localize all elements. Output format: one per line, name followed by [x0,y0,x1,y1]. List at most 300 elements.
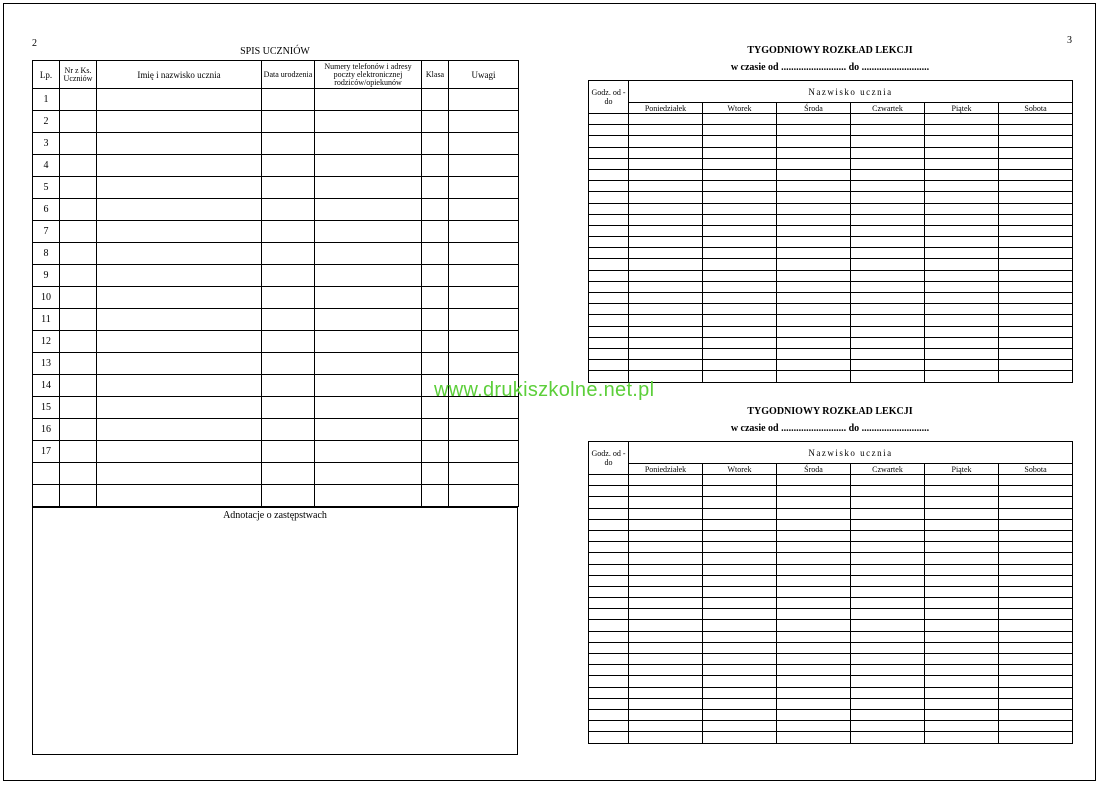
schedule-cell[interactable] [629,360,703,371]
schedule-cell[interactable] [851,281,925,292]
schedule-cell[interactable] [629,598,703,609]
schedule-cell[interactable] [703,181,777,192]
schedule-cell[interactable] [777,169,851,180]
schedule-cell[interactable] [999,497,1073,508]
student-cell[interactable] [422,353,449,375]
student-cell[interactable] [422,309,449,331]
schedule-time-cell[interactable] [589,609,629,620]
schedule-cell[interactable] [925,665,999,676]
student-cell[interactable] [97,441,262,463]
schedule-cell[interactable] [629,475,703,486]
schedule-cell[interactable] [999,631,1073,642]
student-cell[interactable] [449,89,519,111]
schedule-cell[interactable] [629,586,703,597]
schedule-cell[interactable] [925,654,999,665]
schedule-time-cell[interactable] [589,709,629,720]
student-cell[interactable] [422,155,449,177]
schedule-cell[interactable] [703,360,777,371]
schedule-cell[interactable] [851,371,925,382]
schedule-cell[interactable] [703,348,777,359]
schedule-cell[interactable] [629,237,703,248]
schedule-cell[interactable] [851,125,925,136]
student-cell[interactable] [315,397,422,419]
schedule-time-cell[interactable] [589,497,629,508]
schedule-cell[interactable] [703,259,777,270]
schedule-cell[interactable] [703,553,777,564]
student-cell[interactable] [315,133,422,155]
schedule-cell[interactable] [925,598,999,609]
schedule-cell[interactable] [777,147,851,158]
student-cell[interactable] [262,155,315,177]
schedule-cell[interactable] [851,270,925,281]
schedule-cell[interactable] [777,687,851,698]
schedule-cell[interactable] [629,698,703,709]
schedule-cell[interactable] [851,259,925,270]
schedule-cell[interactable] [851,147,925,158]
schedule-cell[interactable] [851,214,925,225]
schedule-cell[interactable] [777,371,851,382]
schedule-cell[interactable] [851,304,925,315]
student-cell[interactable] [449,309,519,331]
schedule-cell[interactable] [629,732,703,743]
schedule-time-cell[interactable] [589,181,629,192]
schedule-cell[interactable] [999,530,1073,541]
schedule-cell[interactable] [703,225,777,236]
schedule-cell[interactable] [851,654,925,665]
schedule-cell[interactable] [629,676,703,687]
schedule-cell[interactable] [629,642,703,653]
schedule-cell[interactable] [629,337,703,348]
schedule-cell[interactable] [629,721,703,732]
student-cell[interactable] [97,265,262,287]
schedule-cell[interactable] [999,337,1073,348]
schedule-cell[interactable] [777,293,851,304]
student-cell[interactable] [60,133,97,155]
schedule-cell[interactable] [925,158,999,169]
schedule-cell[interactable] [851,326,925,337]
schedule-cell[interactable] [999,586,1073,597]
schedule-cell[interactable] [999,665,1073,676]
student-cell[interactable] [449,133,519,155]
schedule-time-cell[interactable] [589,114,629,125]
schedule-cell[interactable] [999,542,1073,553]
schedule-cell[interactable] [999,553,1073,564]
schedule-cell[interactable] [703,698,777,709]
schedule-cell[interactable] [703,248,777,259]
schedule-cell[interactable] [629,553,703,564]
schedule-cell[interactable] [629,181,703,192]
schedule-cell[interactable] [999,709,1073,720]
schedule-cell[interactable] [629,542,703,553]
student-cell[interactable] [449,419,519,441]
student-cell[interactable] [97,419,262,441]
schedule-time-cell[interactable] [589,553,629,564]
schedule-cell[interactable] [703,586,777,597]
student-cell[interactable] [315,89,422,111]
student-cell[interactable] [262,287,315,309]
schedule-cell[interactable] [629,654,703,665]
student-cell[interactable] [262,353,315,375]
schedule-cell[interactable] [777,609,851,620]
student-cell[interactable] [315,111,422,133]
student-cell[interactable] [315,243,422,265]
schedule-cell[interactable] [777,225,851,236]
schedule-cell[interactable] [851,530,925,541]
schedule-cell[interactable] [629,709,703,720]
schedule-cell[interactable] [703,486,777,497]
student-cell[interactable] [60,485,97,507]
student-cell[interactable] [262,397,315,419]
schedule-cell[interactable] [777,203,851,214]
student-cell[interactable] [97,397,262,419]
schedule-cell[interactable] [851,315,925,326]
schedule-cell[interactable] [851,158,925,169]
schedule-cell[interactable] [851,136,925,147]
schedule-cell[interactable] [925,475,999,486]
student-cell[interactable] [262,199,315,221]
schedule-cell[interactable] [999,225,1073,236]
schedule-cell[interactable] [851,586,925,597]
student-cell[interactable] [262,419,315,441]
schedule-cell[interactable] [703,687,777,698]
schedule-cell[interactable] [777,114,851,125]
student-cell[interactable] [449,287,519,309]
student-cell[interactable] [449,463,519,485]
schedule-cell[interactable] [999,508,1073,519]
schedule-cell[interactable] [851,475,925,486]
schedule-cell[interactable] [703,519,777,530]
student-cell[interactable] [262,89,315,111]
schedule-cell[interactable] [777,676,851,687]
schedule-cell[interactable] [925,281,999,292]
student-cell[interactable] [60,243,97,265]
schedule-cell[interactable] [629,169,703,180]
schedule-cell[interactable] [777,620,851,631]
student-cell[interactable] [262,177,315,199]
schedule-cell[interactable] [703,530,777,541]
schedule-cell[interactable] [703,654,777,665]
schedule-time-cell[interactable] [589,631,629,642]
schedule-cell[interactable] [851,598,925,609]
schedule-cell[interactable] [629,214,703,225]
schedule-cell[interactable] [777,158,851,169]
schedule-cell[interactable] [703,665,777,676]
schedule-cell[interactable] [703,192,777,203]
student-cell[interactable] [97,309,262,331]
student-cell[interactable] [97,353,262,375]
student-cell[interactable] [262,309,315,331]
schedule-cell[interactable] [777,575,851,586]
schedule-cell[interactable] [925,203,999,214]
student-cell[interactable] [315,419,422,441]
schedule-cell[interactable] [999,687,1073,698]
schedule-cell[interactable] [925,181,999,192]
schedule-cell[interactable] [703,508,777,519]
student-cell[interactable] [422,485,449,507]
schedule-cell[interactable] [629,530,703,541]
schedule-time-cell[interactable] [589,169,629,180]
schedule-cell[interactable] [777,475,851,486]
schedule-time-cell[interactable] [589,203,629,214]
schedule-cell[interactable] [629,665,703,676]
student-cell[interactable] [262,463,315,485]
student-cell[interactable] [262,243,315,265]
schedule-cell[interactable] [999,642,1073,653]
schedule-cell[interactable] [999,360,1073,371]
schedule-cell[interactable] [999,136,1073,147]
student-cell[interactable] [97,133,262,155]
schedule-cell[interactable] [851,676,925,687]
student-cell[interactable] [262,441,315,463]
schedule-cell[interactable] [999,348,1073,359]
student-cell[interactable] [422,199,449,221]
student-cell[interactable] [60,111,97,133]
schedule-cell[interactable] [999,732,1073,743]
schedule-cell[interactable] [999,158,1073,169]
student-cell[interactable] [97,463,262,485]
schedule-cell[interactable] [925,326,999,337]
schedule-time-cell[interactable] [589,665,629,676]
student-cell[interactable] [60,441,97,463]
student-cell[interactable] [449,485,519,507]
schedule-time-cell[interactable] [589,248,629,259]
schedule-cell[interactable] [777,654,851,665]
schedule-cell[interactable] [999,147,1073,158]
schedule-time-cell[interactable] [589,687,629,698]
schedule-cell[interactable] [777,732,851,743]
schedule-time-cell[interactable] [589,360,629,371]
student-cell[interactable] [315,353,422,375]
schedule-cell[interactable] [703,676,777,687]
schedule-time-cell[interactable] [589,486,629,497]
schedule-cell[interactable] [629,147,703,158]
schedule-cell[interactable] [851,553,925,564]
schedule-time-cell[interactable] [589,158,629,169]
schedule-cell[interactable] [703,475,777,486]
student-cell[interactable] [97,89,262,111]
schedule-cell[interactable] [703,371,777,382]
schedule-time-cell[interactable] [589,698,629,709]
student-cell[interactable] [449,199,519,221]
schedule-cell[interactable] [629,687,703,698]
schedule-time-cell[interactable] [589,147,629,158]
student-cell[interactable] [97,485,262,507]
student-cell[interactable] [60,265,97,287]
schedule-cell[interactable] [925,237,999,248]
schedule-cell[interactable] [925,732,999,743]
notes-box[interactable] [32,507,518,755]
schedule-cell[interactable] [703,114,777,125]
schedule-cell[interactable] [851,698,925,709]
student-cell[interactable] [262,265,315,287]
schedule-cell[interactable] [999,181,1073,192]
schedule-cell[interactable] [777,519,851,530]
schedule-time-cell[interactable] [589,192,629,203]
schedule-cell[interactable] [925,270,999,281]
schedule-cell[interactable] [851,620,925,631]
schedule-cell[interactable] [703,497,777,508]
schedule-cell[interactable] [777,553,851,564]
schedule-cell[interactable] [851,337,925,348]
schedule-time-cell[interactable] [589,337,629,348]
schedule-cell[interactable] [999,721,1073,732]
schedule-time-cell[interactable] [589,586,629,597]
schedule-cell[interactable] [925,721,999,732]
schedule-time-cell[interactable] [589,225,629,236]
student-cell[interactable] [315,155,422,177]
schedule-cell[interactable] [851,114,925,125]
schedule-cell[interactable] [925,642,999,653]
schedule-cell[interactable] [925,709,999,720]
schedule-cell[interactable] [777,542,851,553]
student-cell[interactable] [422,419,449,441]
schedule-cell[interactable] [851,293,925,304]
student-cell[interactable] [315,265,422,287]
student-cell[interactable] [97,331,262,353]
schedule-cell[interactable] [629,125,703,136]
schedule-cell[interactable] [925,147,999,158]
schedule-cell[interactable] [999,475,1073,486]
schedule-cell[interactable] [925,371,999,382]
schedule-cell[interactable] [777,348,851,359]
schedule-cell[interactable] [703,281,777,292]
schedule-cell[interactable] [851,360,925,371]
schedule-cell[interactable] [777,315,851,326]
schedule-cell[interactable] [999,371,1073,382]
student-cell[interactable] [60,353,97,375]
student-cell[interactable] [315,441,422,463]
schedule-cell[interactable] [629,315,703,326]
schedule-cell[interactable] [999,519,1073,530]
student-cell[interactable] [97,177,262,199]
student-cell[interactable] [97,111,262,133]
schedule-time-cell[interactable] [589,281,629,292]
schedule-time-cell[interactable] [589,293,629,304]
schedule-cell[interactable] [777,665,851,676]
schedule-cell[interactable] [777,270,851,281]
schedule-cell[interactable] [925,114,999,125]
schedule-time-cell[interactable] [589,732,629,743]
schedule-cell[interactable] [925,259,999,270]
schedule-cell[interactable] [629,270,703,281]
schedule-time-cell[interactable] [589,721,629,732]
schedule-time-cell[interactable] [589,304,629,315]
schedule-cell[interactable] [629,281,703,292]
schedule-cell[interactable] [925,542,999,553]
student-cell[interactable] [97,375,262,397]
student-cell[interactable] [422,441,449,463]
student-cell[interactable] [449,243,519,265]
student-cell[interactable] [60,287,97,309]
schedule-cell[interactable] [999,192,1073,203]
schedule-cell[interactable] [851,609,925,620]
schedule-cell[interactable] [999,169,1073,180]
schedule-cell[interactable] [703,620,777,631]
schedule-cell[interactable] [925,337,999,348]
schedule-cell[interactable] [777,709,851,720]
student-cell[interactable] [422,89,449,111]
schedule-cell[interactable] [777,698,851,709]
schedule-time-cell[interactable] [589,530,629,541]
schedule-cell[interactable] [851,709,925,720]
schedule-cell[interactable] [777,136,851,147]
student-cell[interactable] [315,331,422,353]
schedule-cell[interactable] [703,293,777,304]
schedule-time-cell[interactable] [589,642,629,653]
schedule-cell[interactable] [703,709,777,720]
schedule-cell[interactable] [999,564,1073,575]
student-cell[interactable] [422,463,449,485]
student-cell[interactable] [60,155,97,177]
schedule-cell[interactable] [629,259,703,270]
schedule-cell[interactable] [703,609,777,620]
schedule-cell[interactable] [777,248,851,259]
schedule-cell[interactable] [925,348,999,359]
student-cell[interactable] [422,133,449,155]
schedule-cell[interactable] [999,598,1073,609]
schedule-cell[interactable] [703,542,777,553]
schedule-time-cell[interactable] [589,270,629,281]
student-cell[interactable] [262,133,315,155]
schedule-cell[interactable] [925,530,999,541]
student-cell[interactable] [315,177,422,199]
student-cell[interactable] [449,221,519,243]
schedule-cell[interactable] [925,687,999,698]
schedule-cell[interactable] [925,631,999,642]
schedule-cell[interactable] [629,348,703,359]
schedule-cell[interactable] [629,326,703,337]
schedule-cell[interactable] [777,281,851,292]
schedule-cell[interactable] [777,360,851,371]
schedule-cell[interactable] [703,721,777,732]
schedule-cell[interactable] [999,293,1073,304]
schedule-cell[interactable] [925,698,999,709]
schedule-cell[interactable] [703,337,777,348]
schedule-time-cell[interactable] [589,125,629,136]
schedule-time-cell[interactable] [589,214,629,225]
schedule-cell[interactable] [925,575,999,586]
schedule-cell[interactable] [703,315,777,326]
schedule-cell[interactable] [925,497,999,508]
schedule-cell[interactable] [629,564,703,575]
schedule-cell[interactable] [777,508,851,519]
student-cell[interactable] [97,287,262,309]
schedule-cell[interactable] [629,519,703,530]
schedule-cell[interactable] [925,486,999,497]
student-cell[interactable] [60,309,97,331]
schedule-cell[interactable] [999,620,1073,631]
schedule-cell[interactable] [777,181,851,192]
schedule-cell[interactable] [851,169,925,180]
student-cell[interactable] [60,221,97,243]
schedule-cell[interactable] [777,237,851,248]
student-cell[interactable] [315,199,422,221]
student-cell[interactable] [315,485,422,507]
schedule-cell[interactable] [851,732,925,743]
schedule-cell[interactable] [777,337,851,348]
schedule-cell[interactable] [629,631,703,642]
schedule-cell[interactable] [629,508,703,519]
student-cell[interactable] [315,287,422,309]
student-cell[interactable] [97,221,262,243]
schedule-time-cell[interactable] [589,542,629,553]
schedule-cell[interactable] [629,609,703,620]
schedule-cell[interactable] [925,248,999,259]
schedule-cell[interactable] [999,676,1073,687]
student-cell[interactable] [449,353,519,375]
schedule-cell[interactable] [851,519,925,530]
student-cell[interactable] [315,375,422,397]
